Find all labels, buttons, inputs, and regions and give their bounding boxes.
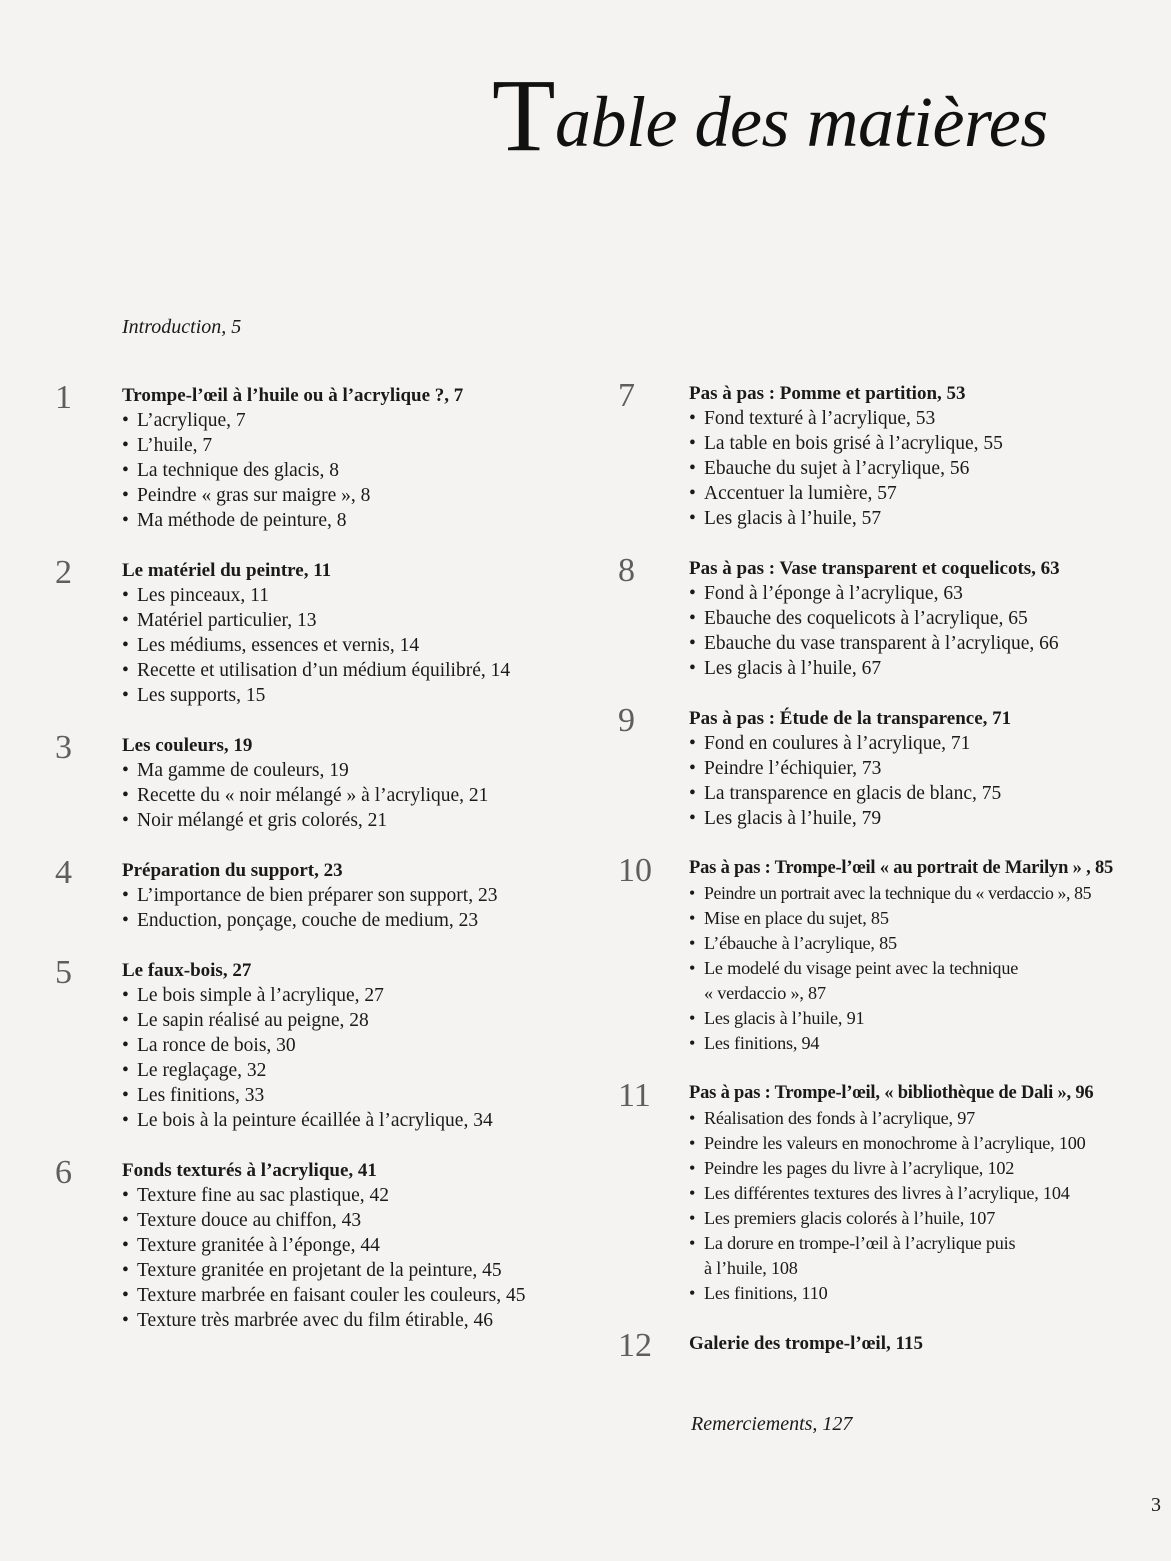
chapter-title: Le faux-bois, 27 [122,960,252,981]
toc-item: • L’huile, 7 [122,435,213,456]
chapter-4 [55,854,595,933]
chapter-number: 8 [618,552,635,589]
chapter-title: Préparation du support, 23 [122,860,343,881]
toc-item: • Le bois à la peinture écaillée à l’acrylique, 34 [122,1110,493,1131]
chapter-2 [55,554,595,708]
toc-item: • Ebauche des coquelicots à l’acrylique, 65 [689,608,1028,629]
chapter-number: 10 [618,852,652,889]
toc-item: • Les glacis à l’huile, 91 [689,1008,865,1028]
toc-item: • La ronce de bois, 30 [122,1035,296,1056]
toc-item: • Peindre les valeurs en monochrome à l’acrylique, 100 [689,1133,1086,1153]
chapter-6 [55,1154,595,1333]
toc-item: • Mise en place du sujet, 85 [689,908,889,928]
toc-item: • Les glacis à l’huile, 57 [689,508,882,529]
toc-item: • Peindre l’échiquier, 73 [689,758,882,779]
toc-item: • Le modelé du visage peint avec la technique « verdaccio », 87 [689,956,1163,1006]
toc-item: • Les glacis à l’huile, 67 [689,658,882,679]
page-title [492,52,1048,171]
chapter-number: 3 [55,729,72,766]
chapter-number: 9 [618,702,635,739]
chapter-1 [55,379,595,533]
toc-item: • Les premiers glacis colorés à l’huile, 107 [689,1208,996,1228]
toc-item: • Le sapin réalisé au peigne, 28 [122,1010,369,1031]
chapter-5 [55,954,595,1133]
toc-item: • Texture granitée à l’éponge, 44 [122,1235,380,1256]
chapter-number: 7 [618,377,635,414]
toc-item: • Fond texturé à l’acrylique, 53 [689,408,936,429]
chapter-title: Pas à pas : Trompe-l’œil, « bibliothèque de Dali », 96 [689,1083,1094,1103]
toc-item: • Noir mélangé et gris colorés, 21 [122,810,388,831]
chapter-number: 6 [55,1154,72,1191]
toc-item: • L’acrylique, 7 [122,410,246,431]
chapter-number: 11 [618,1077,651,1114]
chapter-title: Pas à pas : Vase transparent et coquelicots, 63 [689,558,1060,579]
toc-item: • Les finitions, 94 [689,1033,820,1053]
toc-item: • Ma gamme de couleurs, 19 [122,760,349,781]
toc-item: • Texture fine au sac plastique, 42 [122,1185,390,1206]
chapter-8 [618,552,1163,681]
toc-item: • Les glacis à l’huile, 79 [689,808,882,829]
toc-item: • Matériel particulier, 13 [122,610,317,631]
toc-item: • Texture marbrée en faisant couler les couleurs, 45 [122,1285,526,1306]
toc-item: • La table en bois grisé à l’acrylique, 55 [689,433,1003,454]
chapter-3 [55,729,595,833]
introduction-entry: Introduction, 5 [122,316,242,338]
page-number: 3 [1151,1494,1161,1516]
toc-item: • Les finitions, 110 [689,1283,828,1303]
toc-item: • Peindre « gras sur maigre », 8 [122,485,371,506]
toc-item: • Fond à l’éponge à l’acrylique, 63 [689,583,963,604]
toc-item: • Le reglaçage, 32 [122,1060,267,1081]
chapter-number: 4 [55,854,72,891]
toc-right-column [618,377,1163,1364]
chapter-title: Le matériel du peintre, 11 [122,560,332,581]
toc-item: • Ebauche du vase transparent à l’acrylique, 66 [689,633,1059,654]
chapter-title: Trompe-l’œil à l’huile ou à l’acrylique ?, 7 [122,385,464,406]
toc-item: • L’ébauche à l’acrylique, 85 [689,933,897,953]
toc-item: • Ebauche du sujet à l’acrylique, 56 [689,458,970,479]
toc-item: • La dorure en trompe-l’œil à l’acrylique puis à l’huile, 108 [689,1231,1163,1281]
toc-item: • Recette et utilisation d’un médium équilibré, 14 [122,660,511,681]
toc-item: • Texture très marbrée avec du film étirable, 46 [122,1310,493,1331]
toc-item: • Les supports, 15 [122,685,266,706]
chapter-title: Fonds texturés à l’acrylique, 41 [122,1160,377,1181]
toc-item: • Texture douce au chiffon, 43 [122,1210,362,1231]
toc-item: • Recette du « noir mélangé » à l’acrylique, 21 [122,785,489,806]
chapter-number: 12 [618,1327,652,1364]
toc-item: • Peindre les pages du livre à l’acrylique, 102 [689,1158,1015,1178]
chapter-number: 2 [55,554,72,591]
toc-item: • Le bois simple à l’acrylique, 27 [122,985,384,1006]
chapter-title: Pas à pas : Pomme et partition, 53 [689,383,966,404]
toc-item: • L’importance de bien préparer son support, 23 [122,885,498,906]
toc-item-continuation: « verdaccio », 87 [704,983,826,1003]
toc-item: • Fond en coulures à l’acrylique, 71 [689,733,971,754]
toc-left-column [55,379,595,1333]
toc-item: • Ma méthode de peinture, 8 [122,510,347,531]
toc-item-continuation: à l’huile, 108 [704,1258,798,1278]
chapter-title: Pas à pas : Étude de la transparence, 71 [689,708,1012,729]
chapter-number: 1 [55,379,72,416]
chapter-title: Pas à pas : Trompe-l’œil « au portrait de Marilyn » , 85 [689,858,1114,878]
toc-item: • Accentuer la lumière, 57 [689,483,897,504]
toc-item: • Les différentes textures des livres à l’acrylique, 104 [689,1183,1070,1203]
toc-item: • La transparence en glacis de blanc, 75 [689,783,1002,804]
toc-item: • Peindre un portrait avec la technique du « verdaccio », 85 [689,883,1092,903]
toc-item: • Réalisation des fonds à l’acrylique, 97 [689,1108,975,1128]
chapter-12 [618,1327,1163,1364]
toc-item: • Les médiums, essences et vernis, 14 [122,635,420,656]
page-title-rest: able des matières [555,82,1048,162]
page-title-initial: T [492,58,556,173]
toc-item: • Les pinceaux, 11 [122,585,269,606]
chapter-number: 5 [55,954,72,991]
toc-item: • Texture granitée en projetant de la peinture, 45 [122,1260,502,1281]
toc-item: • La technique des glacis, 8 [122,460,339,481]
toc-item: • Les finitions, 33 [122,1085,265,1106]
chapter-title: Galerie des trompe-l’œil, 115 [689,1333,923,1354]
chapter-title: Les couleurs, 19 [122,735,253,756]
chapter-10 [618,852,1163,1056]
chapter-11 [618,1077,1163,1306]
remerciements-entry: Remerciements, 127 [691,1413,853,1435]
chapter-7 [618,377,1163,531]
chapter-9 [618,702,1163,831]
toc-item: • Enduction, ponçage, couche de medium, 23 [122,910,479,931]
